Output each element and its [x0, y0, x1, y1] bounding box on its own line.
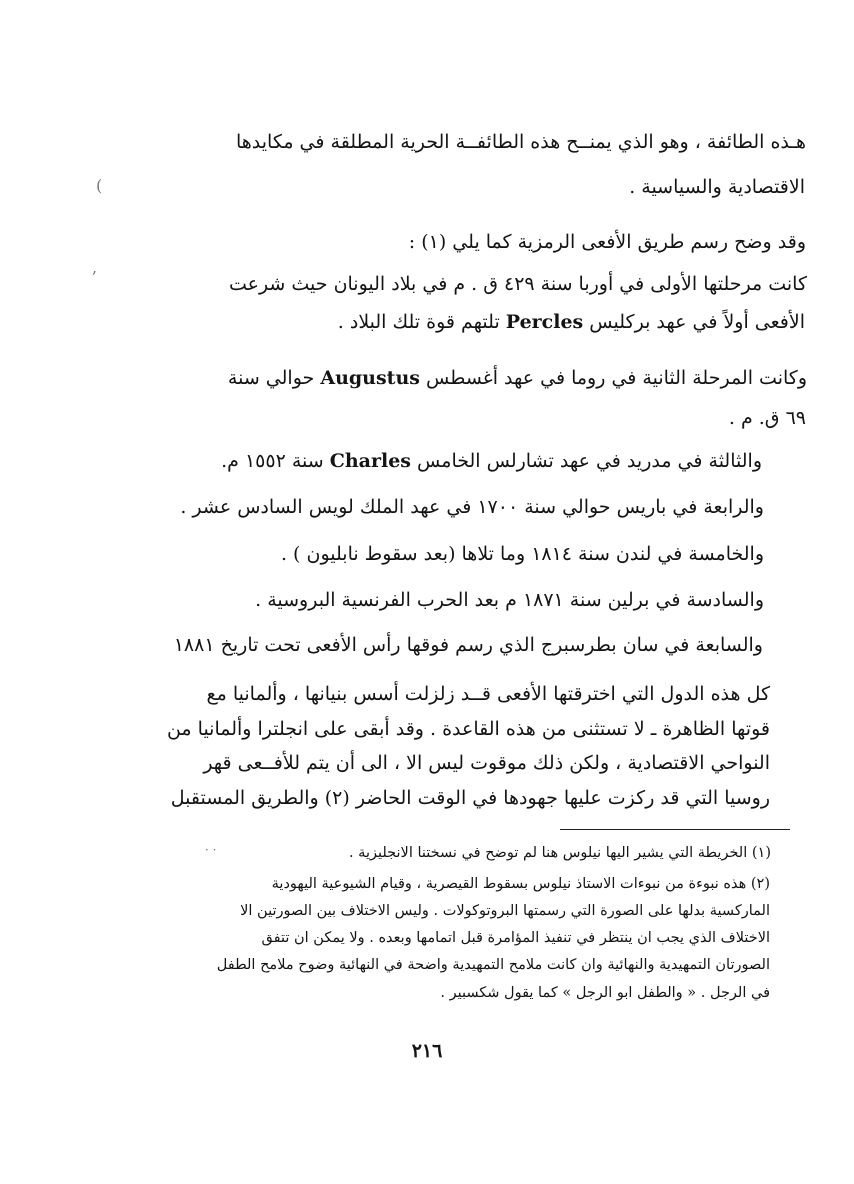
body-line: والرابعة في باريس حوالي سنة ١٧٠٠ في عهد الملك لويس السادس عشر .	[180, 496, 764, 518]
footnote-line: في الرجل . « والطفل ابو الرجل » كما يقول شكسبير .	[440, 985, 770, 1001]
body-line: ٦٩ ق. م .	[728, 407, 806, 429]
page-number: ٢١٦	[411, 1040, 443, 1062]
margin-speck: · ·	[205, 843, 217, 857]
footnote-line: (٢) هذه نبوءة من نبوءات الاستاذ نيلوس بسقوط القيصرية ، وقيام الشيوعية اليهودية	[271, 876, 770, 892]
body-line: النواحي الاقتصادية ، ولكن ذلك موقوت ليس الا ، الى أن يتم للأفــعى قهر	[203, 752, 770, 774]
latin-name: Augustus	[320, 367, 420, 389]
body-text: وكانت المرحلة الثانية في روما في عهد أغسطس	[426, 367, 807, 389]
body-line: هـذه الطائفة ، وهو الذي يمنــح هذه الطائفــة الحرية المطلقة في مكايدها	[235, 131, 806, 153]
body-text: تلتهم قوة تلك البلاد .	[337, 311, 500, 333]
body-text: سنة ١٥٥٢ م.	[221, 450, 324, 472]
margin-speck: (	[96, 176, 103, 195]
body-text: الأفعى أولاً في عهد بركليس	[589, 311, 805, 333]
margin-speck: ,	[92, 258, 98, 277]
body-line: كانت مرحلتها الأولى في أوربا سنة ٤٢٩ ق . م في بلاد اليونان حيث شرعت	[228, 273, 807, 295]
body-line: والخامسة في لندن سنة ١٨١٤ وما تلاها (بعد سقوط نابليون ) .	[280, 543, 764, 565]
body-line: وقد وضح رسم طريق الأفعى الرمزية كما يلي (١) :	[408, 231, 806, 253]
body-text: والثالثة في مدريد في عهد تشارلس الخامس	[417, 450, 762, 472]
footnote-line: الصورتان التمهيدية والنهائية وان كانت ملامح التمهيدية واضحة في النهائية وضوح ملامح الطفل	[216, 957, 770, 973]
footnote-line: الاختلاف الذي يجب ان ينتظر في تنفيذ المؤامرة قبل اتمامها وبعده . ولا يمكن ان تتفق	[261, 930, 770, 946]
body-line	[228, 366, 807, 390]
footnote-line: (١) الخريطة التي يشير اليها نيلوس هنا لم توضح في نسختنا الانجليزية .	[348, 845, 771, 861]
body-line: قوتها الظاهرة ـ لا تستثنى من هذه القاعدة . وقد أبقى على انجلترا وألمانيا من	[166, 718, 770, 740]
body-text: حوالي سنة	[227, 367, 315, 389]
body-line: والسادسة في برلين سنة ١٨٧١ م بعد الحرب الفرنسية البروسية .	[255, 589, 764, 611]
body-line	[338, 310, 805, 334]
body-line: والسابعة في سان بطرسبرج الذي رسم فوقها رأس الأفعى تحت تاريخ ١٨٨١	[173, 634, 763, 656]
body-line: روسيا التي قد ركزت عليها جهودها في الوقت الحاضر (٢) والطريق المستقبل	[170, 787, 770, 809]
latin-name: Percles	[505, 311, 584, 333]
footnote-separator	[560, 829, 790, 830]
body-line	[221, 449, 762, 473]
body-line: كل هذه الدول التي اخترقتها الأفعى قــد زلزلت أسس بنيانها ، وألمانيا مع	[206, 683, 770, 705]
footnote-line: الماركسية بدلها على الصورة التي رسمتها البروتوكولات . وليس الاختلاف بين الصورتين الا	[240, 903, 770, 919]
latin-name: Charles	[329, 450, 411, 472]
body-line: الاقتصادية والسياسية .	[629, 176, 805, 198]
